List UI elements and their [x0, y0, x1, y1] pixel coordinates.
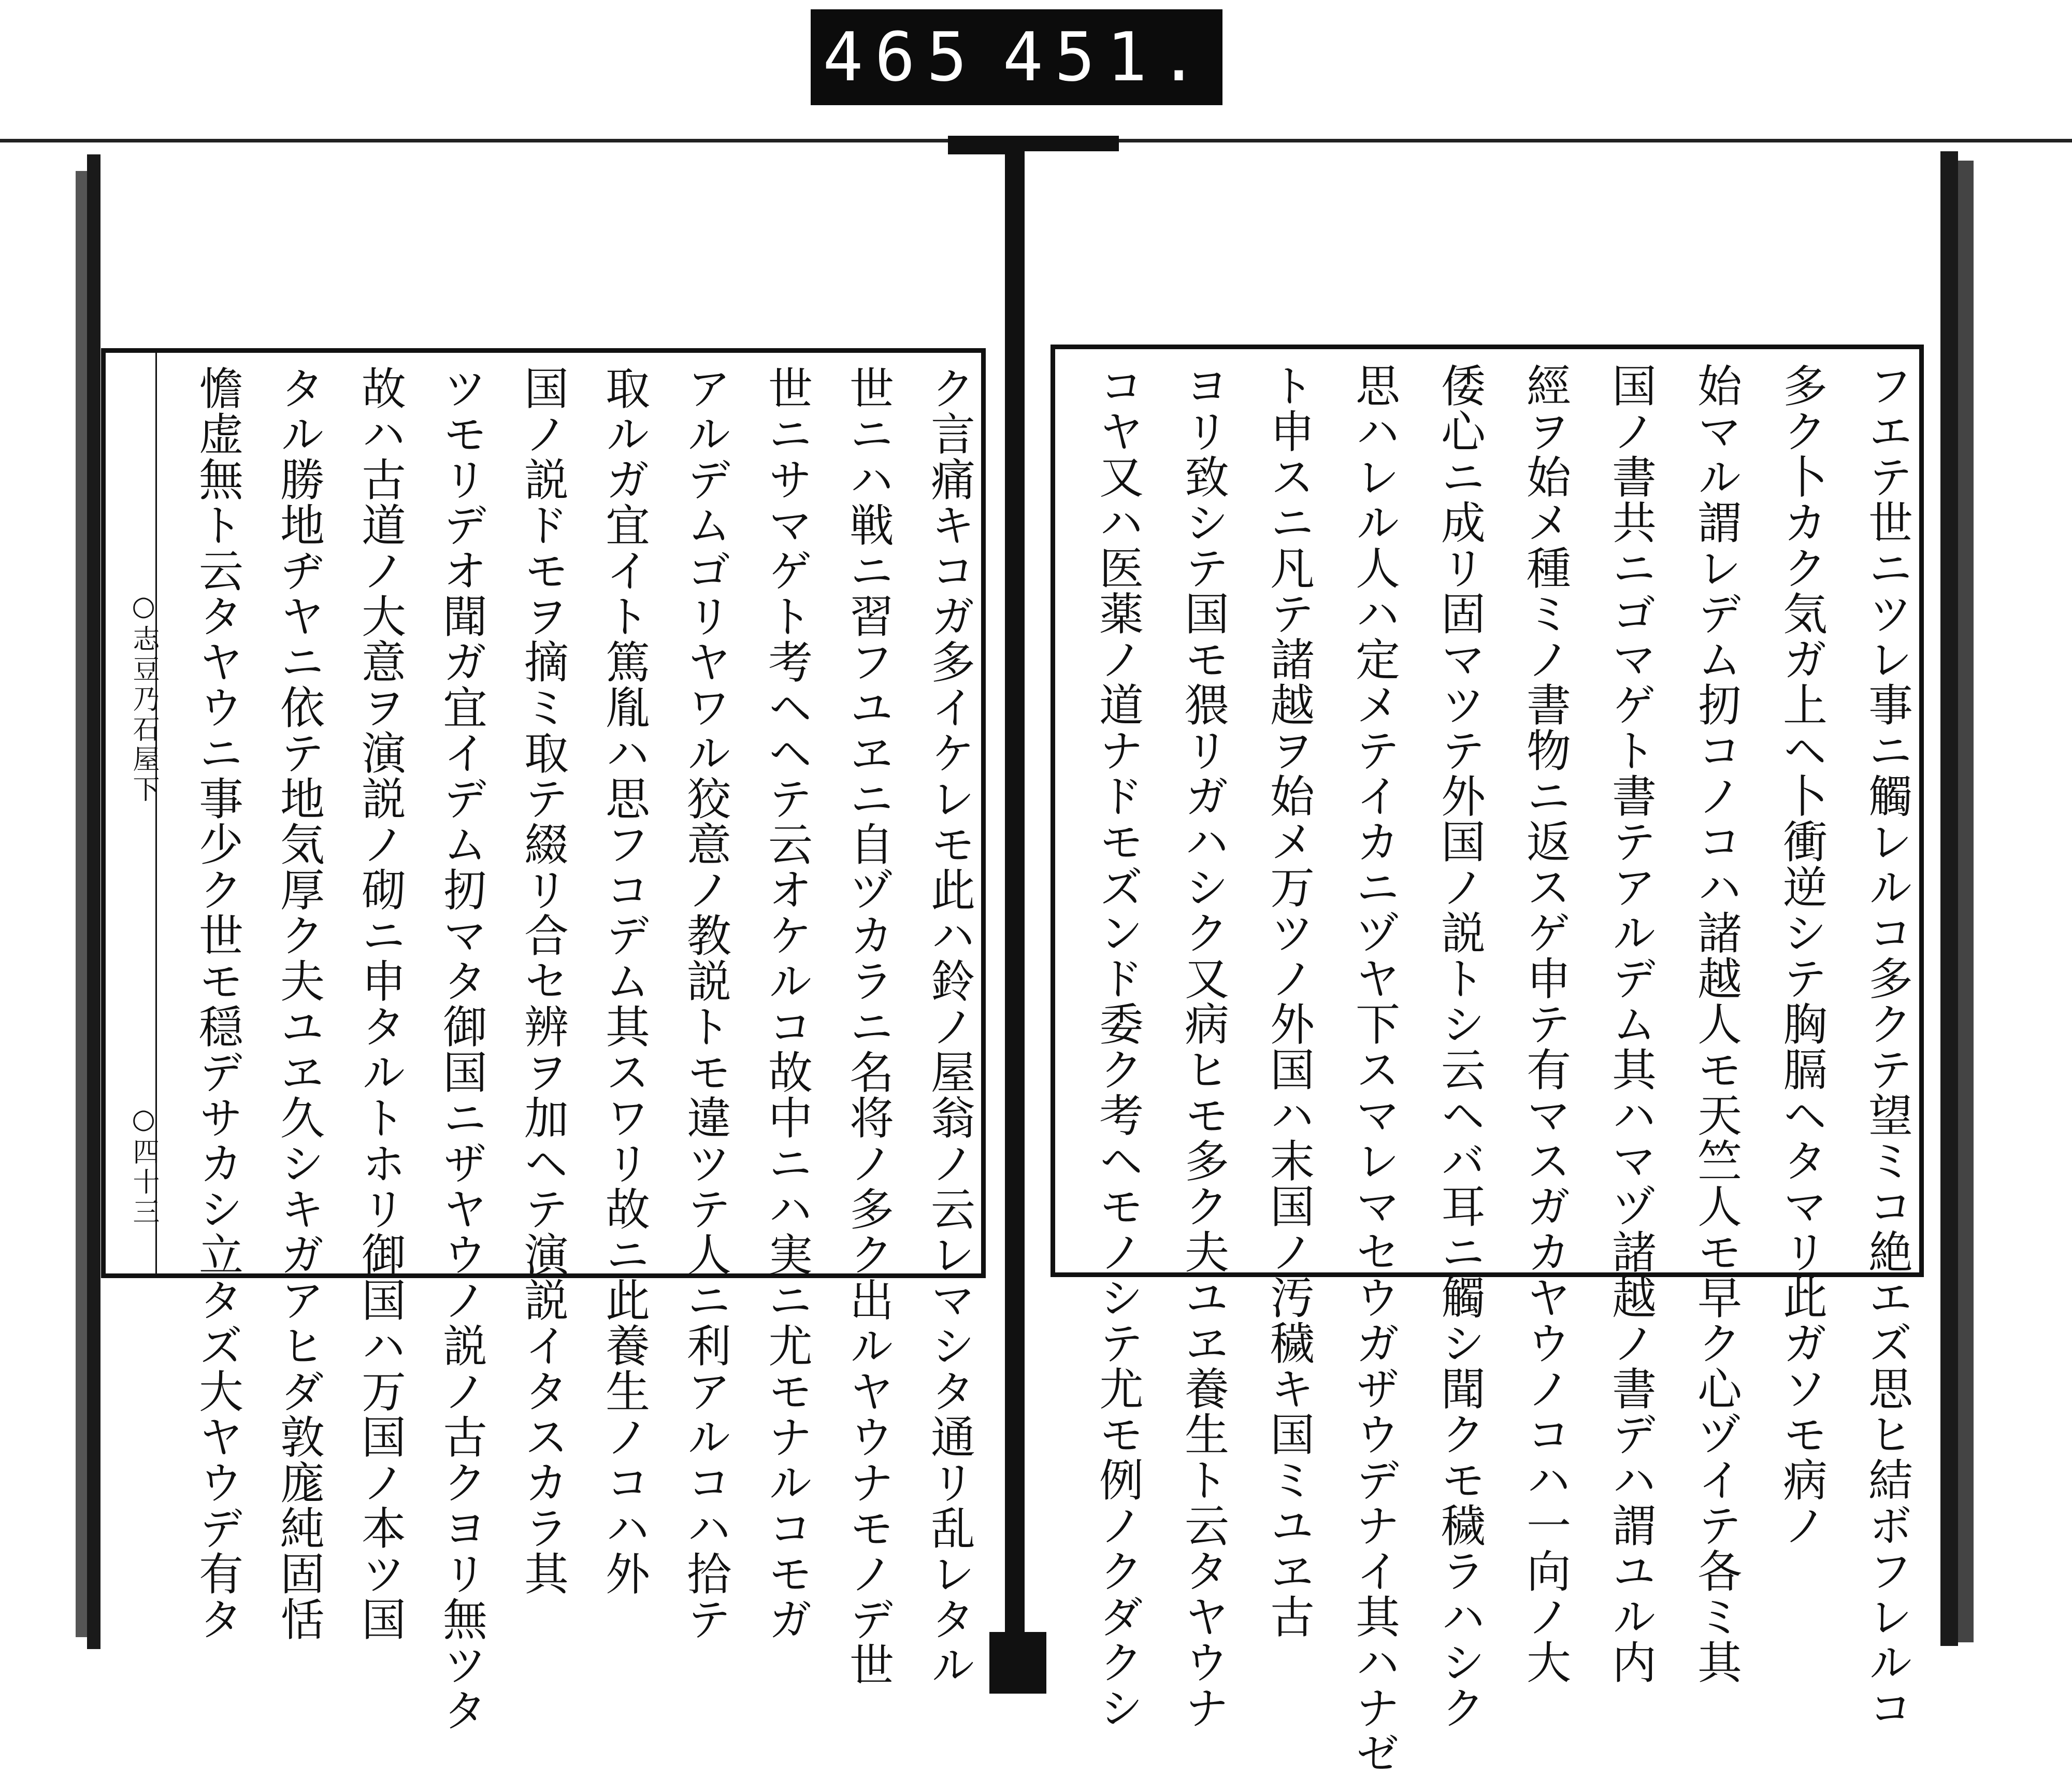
right-page-edge	[1958, 161, 1974, 1642]
text-column: 始マル謂レデム扨コノコハ諸越人モ天竺人モ早ク心ヅイテ各ミ其	[1690, 363, 1742, 1685]
text-column: ヨリ致シテ国モ猥リガハシク又病ヒモ多ク夫ユヱ養生ト云タヤウナ	[1177, 363, 1229, 1730]
text-column: アルデムゴリヤワル狡意ノ教説トモ違ツテ人ニ利アルコハ拾テ	[679, 365, 731, 1642]
text-column: 思ハレル人ハ定メテイカニヅヤ下スマレマセウガザウデナイ其ハナゼ	[1348, 363, 1400, 1776]
archive-number-label	[811, 9, 1222, 105]
text-column: 多ク卜カク気ガ上ヘ卜衝逆シテ胸膈ヘタマリ此ガソモ病ノ	[1775, 363, 1827, 1548]
text-column: 憺虚無ト云タヤウニ事少ク世モ穏デサカシ立タズ大ヤウデ有タ	[191, 365, 243, 1642]
text-column: ツモリデオ聞ガ宜イデム扨マタ御国ニザヤウノ説ノ古クヨリ無ツタ	[435, 365, 487, 1733]
text-column: 国ノ書共ニゴマゲト書テアルデム其ハマヅ諸越ノ書デハ謂ユル内	[1604, 363, 1656, 1685]
left-page-edge	[76, 171, 87, 1637]
text-column: 世ニハ戦ニ習フユヱニ自ヅカラニ名将ノ多ク出ルヤウナモノデ世	[842, 365, 894, 1687]
text-column: 国ノ説ドモヲ摘ミ取テ綴リ合セ辨ヲ加ヘテ演説イタスカラ其	[516, 365, 568, 1596]
text-column: コヤ又ハ医薬ノ道ナドモズンド委ク考ヘモノシテ尤モ例ノクダクシ	[1091, 363, 1143, 1730]
left-page-text	[161, 365, 975, 1733]
text-column: 故ハ古道ノ大意ヲ演説ノ砌ニ申タルトホリ御国ハ万国ノ本ツ国	[354, 365, 406, 1642]
text-column: タル勝地ヂヤニ依テ地気厚ク夫ユヱ久シキガアヒダ敦庬純固恬	[272, 365, 324, 1642]
book-gutter-foot	[989, 1632, 1046, 1694]
text-column: フエテ世ニツレ事ニ觸レルコ多クテ望ミコ絶エズ思ヒ結ボフレルコ	[1861, 363, 1912, 1730]
text-column: ト申スニ凡テ諸越ヲ始メ万ツノ外国ハ末国ノ汚穢キ国ミユヱ古	[1262, 363, 1314, 1639]
book-gutter	[1005, 136, 1025, 1664]
left-archive-number: 465	[823, 18, 979, 96]
page-number: ○四十三	[128, 1104, 159, 1228]
text-column: 取ルガ宜イト篤胤ハ思フコデム其スワリ故ニ此養生ノコハ外	[598, 365, 650, 1596]
right-archive-number: 451.	[1002, 18, 1211, 96]
text-column: ク言痛キコガ多イケレモ此ハ鈴ノ屋翁ノ云レマシタ通リ乱レタル	[923, 365, 975, 1687]
margin-title: ○志豆乃石屋下	[128, 591, 159, 805]
right-page-text	[1062, 363, 1912, 1776]
text-column: 倭心ニ成リ固マツテ外国ノ説トシ云ヘバ耳ニ觸シ聞クモ穢ラハシク	[1433, 363, 1485, 1730]
text-column: 經ヲ始メ種ミノ書物ニ返スゲ申テ有マスガカヤウノコハ一向ノ大	[1519, 363, 1571, 1685]
text-column: 世ニサマゲト考ヘヘテ云オケルコ故中ニハ実ニ尤モナルコモガ	[760, 365, 812, 1642]
